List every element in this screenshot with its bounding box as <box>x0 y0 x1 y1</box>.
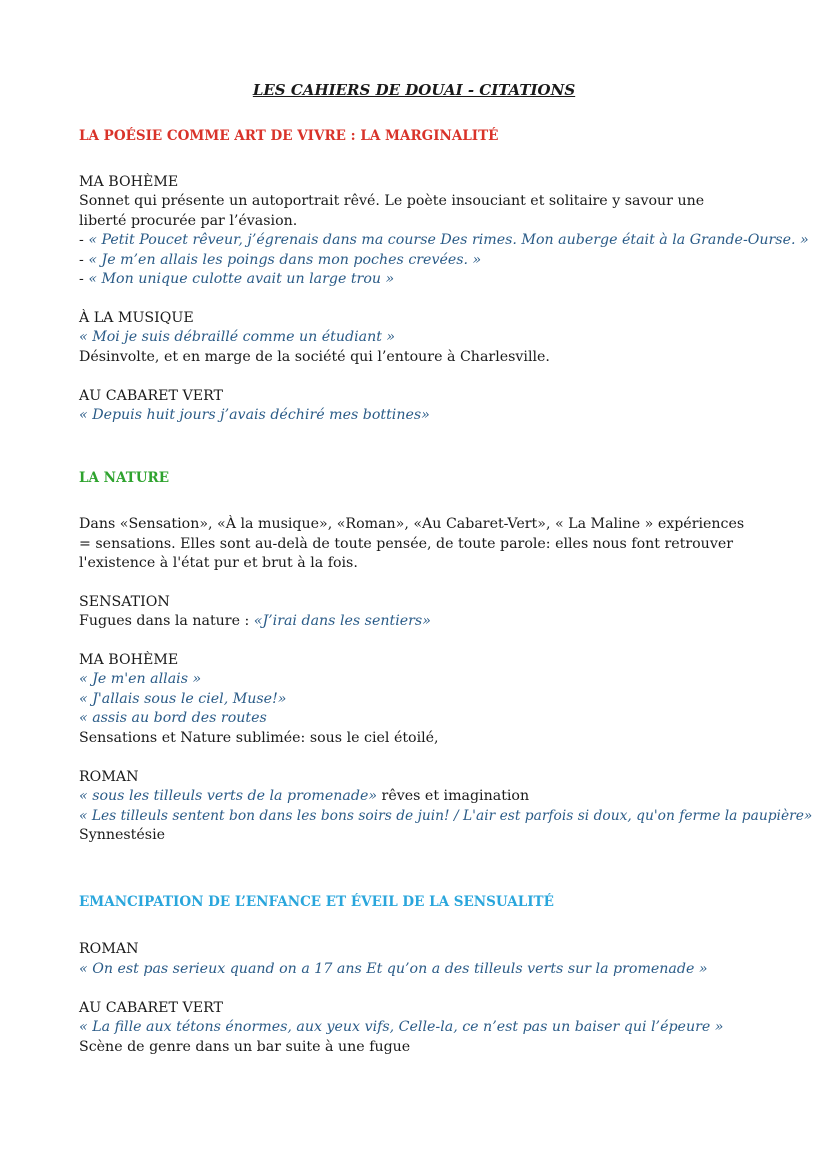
citation-text: « Moi je suis débraillé comme un étudiant » <box>79 329 396 345</box>
citation-line <box>79 251 769 271</box>
citation-text: «J’irai dans les sentiers» <box>253 613 431 629</box>
citation-text: « Depuis huit jours j’avais déchiré mes bottines» <box>79 407 430 423</box>
list-dash: - <box>79 252 89 268</box>
paragraph-boheme-nature: Sensations et Nature sublimée: sous le ciel étoilé, <box>79 730 439 746</box>
citation-text: « Je m'en allais » <box>79 671 202 687</box>
poem-title-ma-boheme: MA BOHÈME <box>79 174 179 190</box>
section-heading-marginalite: LA POÉSIE COMME ART DE VIVRE : LA MARGINALITÉ <box>79 128 499 144</box>
citation-line <box>79 270 769 290</box>
sensation-prefix: Fugues dans la nature : <box>79 613 254 629</box>
citation-text: « Les tilleuls sentent bon dans les bons soirs de juin! / L'air est parfois si doux, qu'on ferme la paupière» <box>79 808 813 824</box>
citation-text: « assis au bord des routes <box>79 710 267 726</box>
citation-text: « sous les tilleuls verts de la promenade» <box>79 788 378 804</box>
section-heading-emancipation: EMANCIPATION DE L’ENFANCE ET ÉVEIL DE LA SENSUALITÉ <box>79 894 554 910</box>
paragraph-boheme-description: Sonnet qui présente un autoportrait rêvé. Le poète insouciant et solitaire y savour une liberté procurée par l’évasion. <box>79 193 705 229</box>
poem-title-ma-boheme: MA BOHÈME <box>79 652 179 668</box>
list-dash: - <box>79 232 89 248</box>
poem-title-a-la-musique: À LA MUSIQUE <box>79 310 194 326</box>
paragraph-cabaret-description: Scène de genre dans un bar suite à une fugue <box>79 1039 411 1055</box>
paragraph-nature-intro: Dans «Sensation», «À la musique», «Roman», «Au Cabaret-Vert», « La Maline » expériences = sensations. Elles sont au-delà de toute pensée, de toute parole: elles nous font retrouver l'existence à l'état pur et brut à la fois. <box>79 516 745 571</box>
poem-title-roman: ROMAN <box>79 769 139 785</box>
list-dash: - <box>79 271 89 287</box>
citation-text: « Petit Poucet rêveur, j’égrenais dans ma course Des rimes. Mon auberge était à la Grande-Ourse. » <box>88 232 809 248</box>
paragraph-musique-description: Désinvolte, et en marge de la société qui l’entoure à Charlesville. <box>79 349 550 365</box>
paragraph-synnestesie: Synnestésie <box>79 827 165 843</box>
citation-line <box>79 231 809 251</box>
roman-suffix: rêves et imagination <box>377 788 530 804</box>
sensation-line <box>79 612 769 632</box>
document-title: LES CAHIERS DE DOUAI - CITATIONS <box>252 81 576 99</box>
citation-text: « Je m’en allais les poings dans mon poches crevées. » <box>88 252 482 268</box>
section-heading-nature: LA NATURE <box>79 470 170 486</box>
poem-title-au-cabaret-vert: AU CABARET VERT <box>79 1000 223 1016</box>
poem-title-sensation: SENSATION <box>79 594 170 610</box>
roman-line <box>79 787 769 807</box>
poem-title-au-cabaret-vert: AU CABARET VERT <box>79 388 223 404</box>
poem-title-roman: ROMAN <box>79 941 139 957</box>
citation-text: « Mon unique culotte avait un large trou » <box>88 271 395 287</box>
citation-text: « La fille aux tétons énormes, aux yeux vifs, Celle-la, ce n’est pas un baiser qui l’épeure » <box>79 1019 724 1035</box>
citation-text: « On est pas serieux quand on a 17 ans Et qu’on a des tilleuls verts sur la promenade » <box>79 961 708 977</box>
citation-text: « J'allais sous le ciel, Muse!» <box>79 691 287 707</box>
